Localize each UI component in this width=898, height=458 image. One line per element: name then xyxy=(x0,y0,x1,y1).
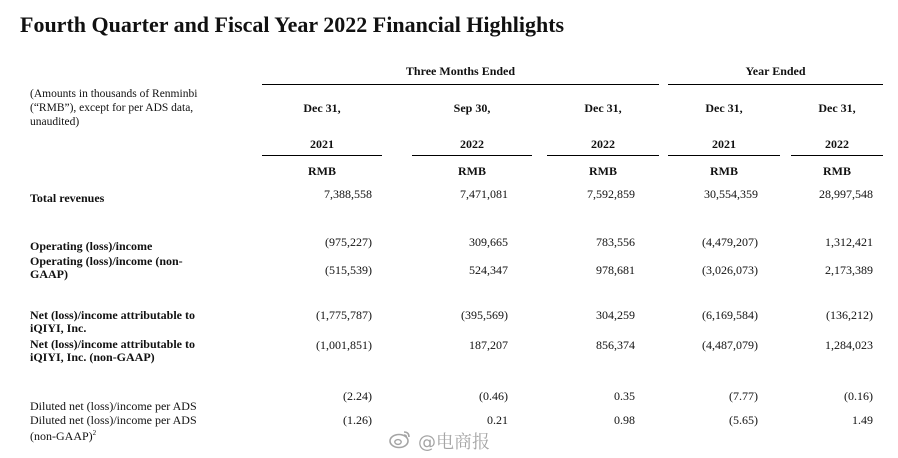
watermark-text: @电商报 xyxy=(418,432,490,453)
cell-diluted-per-ads-1: (2.24) xyxy=(343,389,372,403)
row-label-total-revenues: Total revenues xyxy=(30,191,105,205)
column-2-currency: RMB xyxy=(458,164,486,178)
row-label-net-income: Net (loss)/income attributable to iQIYI, Inc. xyxy=(30,308,195,335)
cell-diluted-per-ads-4: (7.77) xyxy=(729,389,758,403)
column-1-year: 2021 xyxy=(310,137,334,151)
cell-diluted-per-ads-non-gaap-4: (5.65) xyxy=(729,413,758,427)
column-1-rule xyxy=(262,155,382,156)
group-rule-three-months xyxy=(262,84,659,85)
column-3-year: 2022 xyxy=(591,137,615,151)
cell-operating-income-non-gaap-1: (515,539) xyxy=(325,263,372,277)
column-3-currency: RMB xyxy=(589,164,617,178)
row-label-net-income-non-gaap: Net (loss)/income attributable to iQIYI, Inc. (non-GAAP) xyxy=(30,337,195,364)
column-4-currency: RMB xyxy=(710,164,738,178)
column-5-rule xyxy=(791,155,883,156)
cell-operating-income-non-gaap-3: 978,681 xyxy=(596,263,635,277)
cell-diluted-per-ads-non-gaap-5: 1.49 xyxy=(852,413,873,427)
cell-net-income-non-gaap-2: 187,207 xyxy=(469,338,508,352)
cell-diluted-per-ads-2: (0.46) xyxy=(479,389,508,403)
row-label-operating-income: Operating (loss)/income xyxy=(30,239,153,253)
cell-total-revenues-2: 7,471,081 xyxy=(460,187,508,201)
amounts-note: (Amounts in thousands of Renminbi (“RMB”), except for per ADS data, unaudited) xyxy=(30,88,198,128)
cell-net-income-4: (6,169,584) xyxy=(702,308,758,322)
cell-net-income-5: (136,212) xyxy=(826,308,873,322)
cell-net-income-non-gaap-1: (1,001,851) xyxy=(316,338,372,352)
column-2-year: 2022 xyxy=(460,137,484,151)
column-3-rule xyxy=(547,155,659,156)
column-1-currency: RMB xyxy=(308,164,336,178)
column-5-date: Dec 31, xyxy=(818,101,856,115)
column-4-date: Dec 31, xyxy=(705,101,743,115)
group-rule-year-ended xyxy=(668,84,883,85)
cell-net-income-2: (395,569) xyxy=(461,308,508,322)
column-5-year: 2022 xyxy=(825,137,849,151)
cell-net-income-3: 304,259 xyxy=(596,308,635,322)
column-4-rule xyxy=(668,155,780,156)
cell-diluted-per-ads-3: 0.35 xyxy=(614,389,635,403)
cell-operating-income-2: 309,665 xyxy=(469,235,508,249)
cell-total-revenues-4: 30,554,359 xyxy=(704,187,758,201)
column-4-year: 2021 xyxy=(712,137,736,151)
cell-operating-income-non-gaap-2: 524,347 xyxy=(469,263,508,277)
page-title: Fourth Quarter and Fiscal Year 2022 Financial Highlights xyxy=(20,12,565,37)
cell-diluted-per-ads-non-gaap-3: 0.98 xyxy=(614,413,635,427)
group-header-year-ended: Year Ended xyxy=(745,64,806,78)
cell-operating-income-3: 783,556 xyxy=(596,235,635,249)
cell-diluted-per-ads-non-gaap-1: (1.26) xyxy=(343,413,372,427)
cell-operating-income-non-gaap-4: (3,026,073) xyxy=(702,263,758,277)
column-2-date: Sep 30, xyxy=(453,101,491,115)
column-2-rule xyxy=(412,155,532,156)
column-1-date: Dec 31, xyxy=(303,101,341,115)
cell-total-revenues-5: 28,997,548 xyxy=(819,187,873,201)
cell-total-revenues-1: 7,388,558 xyxy=(324,187,372,201)
row-label-operating-income-non-gaap: Operating (loss)/income (non-GAAP) xyxy=(30,254,183,281)
cell-operating-income-1: (975,227) xyxy=(325,235,372,249)
footnote-marker: 2 xyxy=(92,429,97,437)
cell-diluted-per-ads-5: (0.16) xyxy=(844,389,873,403)
weibo-icon xyxy=(388,429,412,454)
row-label-diluted-per-ads-non-gaap xyxy=(30,414,220,443)
group-header-three-months: Three Months Ended xyxy=(405,64,516,78)
cell-operating-income-non-gaap-5: 2,173,389 xyxy=(825,263,873,277)
cell-operating-income-4: (4,479,207) xyxy=(702,235,758,249)
cell-net-income-non-gaap-5: 1,284,023 xyxy=(825,338,873,352)
cell-net-income-1: (1,775,787) xyxy=(316,308,372,322)
cell-total-revenues-3: 7,592,859 xyxy=(587,187,635,201)
cell-diluted-per-ads-non-gaap-2: 0.21 xyxy=(487,413,508,427)
cell-operating-income-5: 1,312,421 xyxy=(825,235,873,249)
watermark xyxy=(388,428,490,454)
row-label-diluted-per-ads-non-gaap-text: Diluted net (loss)/income per ADS (non-GAAP) xyxy=(30,413,197,443)
column-3-date: Dec 31, xyxy=(584,101,622,115)
column-5-currency: RMB xyxy=(823,164,851,178)
cell-net-income-non-gaap-3: 856,374 xyxy=(596,338,635,352)
row-label-diluted-per-ads: Diluted net (loss)/income per ADS xyxy=(30,399,197,413)
cell-net-income-non-gaap-4: (4,487,079) xyxy=(702,338,758,352)
